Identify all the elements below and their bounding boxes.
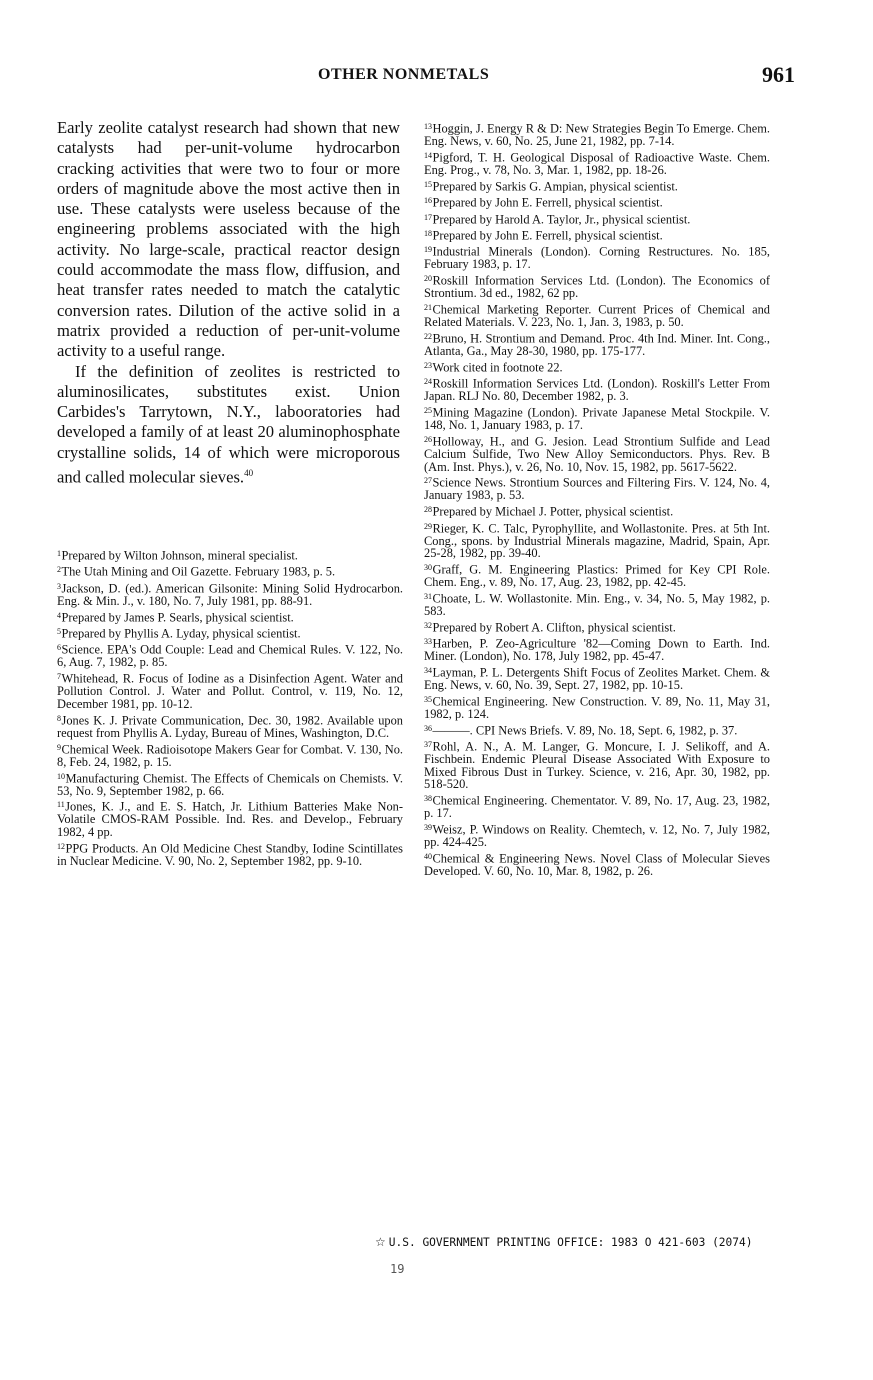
footnote-number: 21 xyxy=(424,303,432,313)
footnote-text: Layman, P. L. Detergents Shift Focus of Zeolites Market. Chem. & Eng. News, v. 60, No. 39, Sept. 27, 1982, pp. 10-15. xyxy=(424,665,770,693)
footnote-11 xyxy=(57,799,403,838)
footnote-number: 14 xyxy=(424,150,432,160)
footnote-text: Prepared by Wilton Johnson, mineral specialist. xyxy=(61,548,298,563)
footnote-25 xyxy=(424,405,770,432)
footnote-text: Pigford, T. H. Geological Disposal of Radioactive Waste. Chem. Eng. Prog., v. 78, No. 3, Mar. 1, 1982, pp. 18-26. xyxy=(424,150,770,177)
footnote-text: Prepared by Michael J. Potter, physical scientist. xyxy=(432,504,674,519)
footnote-text: Industrial Minerals (London). Corning Restructures. No. 185, February 1983, p. 17. xyxy=(424,244,770,272)
footnote-17 xyxy=(424,212,770,226)
footnote-number: 16 xyxy=(424,196,432,206)
footnote-4 xyxy=(57,610,403,624)
footnote-number: 19 xyxy=(424,245,432,255)
footnote-22 xyxy=(424,331,770,358)
footnote-text: Hoggin, J. Energy R & D: New Strategies Begin To Emerge. Chem. Eng. News, v. 60, No. 25, June 21, 1982, pp. 7-14. xyxy=(424,121,770,148)
footnote-number: 38 xyxy=(424,794,432,804)
footnote-number: 18 xyxy=(424,228,432,238)
footnote-text: PPG Products. An Old Medicine Chest Standby, Iodine Scintillates in Nuclear Medicine. V. 90, No. 2, September 1982, pp. 9-10. xyxy=(57,841,403,868)
footnote-35 xyxy=(424,694,770,721)
footnote-number: 4 xyxy=(57,610,61,620)
footnote-16 xyxy=(424,195,770,209)
footnote-5 xyxy=(57,626,403,640)
footnote-37 xyxy=(424,739,770,791)
footnote-number: 35 xyxy=(424,695,432,705)
footnote-23 xyxy=(424,360,770,374)
footnote-3 xyxy=(57,581,403,608)
footnote-number: 10 xyxy=(57,771,65,781)
footnote-18 xyxy=(424,228,770,242)
footnote-31 xyxy=(424,591,770,618)
footnote-39 xyxy=(424,822,770,849)
footnote-text: Chemical & Engineering News. Novel Class of Molecular Sieves Developed. V. 60, No. 10, Mar. 8, 1982, p. 26. xyxy=(424,851,770,879)
footnote-text: Roskill Information Services Ltd. (London). The Economics of Strontium. 3d ed., 1982, 62 pp. xyxy=(424,273,770,301)
footnote-ref-40: 40 xyxy=(244,468,254,479)
footnote-number: 40 xyxy=(424,852,432,862)
footnote-text: Prepared by Sarkis G. Ampian, physical scientist. xyxy=(432,179,678,194)
footnote-text: Harben, P. Zeo-Agriculture '82—Coming Down to Earth. Ind. Miner. (London), No. 178, July 1982, pp. 45-47. xyxy=(424,636,770,664)
footnote-text: Chemical Engineering. Chementator. V. 89, No. 17, Aug. 23, 1982, p. 17. xyxy=(424,793,770,821)
footnote-text: Whitehead, R. Focus of Iodine as a Disinfection Agent. Water and Pollution Control. J. Water and Pollut. Control, v. 119, No. 12, December 1981, pp. 10-12. xyxy=(57,671,403,711)
footnote-number: 26 xyxy=(424,435,432,445)
footnote-number: 2 xyxy=(57,565,61,575)
footnote-number: 30 xyxy=(424,563,432,573)
body-paragraph-2-text: If the definition of zeolites is restricted to aluminosilicates, substitutes exist. Union Carbides's Tarrytown, N.Y., labooratories had developed a family of at least 20 aluminophosphate crystalline solids, 14 of which were microporous and called molecular sieves. xyxy=(57,361,400,487)
footnote-text: Jones K. J. Private Communication, Dec. 30, 1982. Available upon request from Phyllis A. Lyday, Bureau of Mines, Washington, D.C. xyxy=(57,713,403,740)
footnote-text: Chemical Engineering. New Construction. V. 89, No. 11, May 31, 1982, p. 124. xyxy=(424,694,770,722)
footnote-12 xyxy=(57,841,403,868)
footnote-text: The Utah Mining and Oil Gazette. February 1983, p. 5. xyxy=(61,564,336,579)
main-text-column xyxy=(57,118,400,488)
footnote-14 xyxy=(424,150,770,177)
footnote-19 xyxy=(424,244,770,271)
footnote-21 xyxy=(424,302,770,329)
footnote-text: Prepared by James P. Searls, physical scientist. xyxy=(61,610,294,625)
footnote-text: Weisz, P. Windows on Reality. Chemtech, v. 12, No. 7, July 1982, pp. 424-425. xyxy=(424,822,770,850)
footnote-number: 32 xyxy=(424,620,432,630)
footnote-number: 3 xyxy=(57,581,61,591)
printer-mark: 19 xyxy=(390,1262,405,1276)
footnote-33 xyxy=(424,636,770,663)
footnote-number: 27 xyxy=(424,476,432,486)
footnote-text: Rohl, A. N., A. M. Langer, G. Moncure, I. J. Selikoff, and A. Fischbein. Endemic Pleural Disease Associated With Exposure to Mixed Fibrous Dust in Turkey. Science, v. 216, Apr. 30, 1982, pp. 518-520. xyxy=(424,739,770,792)
footnote-text: Bruno, H. Strontium and Demand. Proc. 4th Ind. Miner. Int. Cong., Atlanta, Ga., May 28-30, 1980, pp. 175-177. xyxy=(424,331,770,359)
footnote-26 xyxy=(424,434,770,473)
footnote-30 xyxy=(424,562,770,589)
gpo-imprint-text: U.S. GOVERNMENT PRINTING OFFICE: 1983 O 421-603 (2074) xyxy=(388,1236,753,1249)
page-number: 961 xyxy=(762,62,795,87)
footnote-36 xyxy=(424,723,770,737)
footnote-text: ———. CPI News Briefs. V. 89, No. 18, Sept. 6, 1982, p. 37. xyxy=(432,723,738,738)
footnote-number: 24 xyxy=(424,377,432,387)
footnote-number: 34 xyxy=(424,666,432,676)
footnote-8 xyxy=(57,713,403,740)
running-head-title: OTHER NONMETALS xyxy=(318,66,490,83)
footnote-number: 17 xyxy=(424,212,432,222)
footnote-text: Work cited in footnote 22. xyxy=(432,360,563,375)
footnote-text: Chemical Week. Radioisotope Makers Gear for Combat. V. 130, No. 8, Feb. 24, 1982, p. 15. xyxy=(57,742,403,769)
footnote-number: 8 xyxy=(57,713,61,723)
footnote-number: 12 xyxy=(57,841,65,851)
footnote-40 xyxy=(424,851,770,878)
footnotes-right-column xyxy=(424,121,770,880)
footnote-text: Prepared by Harold A. Taylor, Jr., physical scientist. xyxy=(432,212,691,227)
footnote-number: 39 xyxy=(424,823,432,833)
footnote-27 xyxy=(424,475,770,502)
footnote-number: 29 xyxy=(424,521,432,531)
footnote-20 xyxy=(424,273,770,300)
footnote-text: Prepared by Robert A. Clifton, physical scientist. xyxy=(432,620,676,635)
footnote-6 xyxy=(57,642,403,669)
footnote-text: Rieger, K. C. Talc, Pyrophyllite, and Wollastonite. Pres. at 5th Int. Cong., spons. by Industrial Minerals magazine, Madrid, Spain, Apr. 25-28, 1982, pp. 39-40. xyxy=(424,521,770,561)
footnote-number: 6 xyxy=(57,643,61,653)
footnote-24 xyxy=(424,376,770,403)
footnote-28 xyxy=(424,504,770,518)
footnote-number: 25 xyxy=(424,406,432,416)
footnote-number: 36 xyxy=(424,723,432,733)
footnote-text: Graff, G. M. Engineering Plastics: Primed for Key CPI Role. Chem. Eng., v. 89, No. 17, Aug. 23, 1982, pp. 42-45. xyxy=(424,562,770,590)
footnote-number: 37 xyxy=(424,740,432,750)
footnote-text: Jackson, D. (ed.). American Gilsonite: Mining Solid Hydrocarbon. Eng. & Min. J., v. 180, No. 7, July 1981, pp. 88-91. xyxy=(57,581,403,608)
footnote-number: 11 xyxy=(57,800,65,810)
footnote-text: Chemical Marketing Reporter. Current Prices of Chemical and Related Materials. V. 223, No. 1, Jan. 3, 1983, p. 50. xyxy=(424,302,770,330)
footnote-number: 7 xyxy=(57,672,61,682)
body-paragraph-2 xyxy=(57,362,400,488)
footnote-10 xyxy=(57,771,403,798)
footnote-13 xyxy=(424,121,770,148)
body-paragraph-1: Early zeolite catalyst research had shown that new catalysts had per-unit-volume hydrocarbon cracking activities that were two to four or more orders of magnitude above the most active then in use. These catalysts were useless because of the engineering problems associated with the high activity. No large-scale, practical reactor design could accommodate the mass flow, diffusion, and heat transfer rates needed to match the catalytic conversion rates. Dilution of the active solid in a matrix provided a reduction of per-unit-volume activity to a useful range. xyxy=(57,118,400,361)
footnote-number: 15 xyxy=(424,179,432,189)
footnote-text: Jones, K. J., and E. S. Hatch, Jr. Lithium Batteries Make Non-Volatile CMOS-RAM Possible. Ind. Res. and Develop., February 1982, 4 pp. xyxy=(57,799,403,839)
footnotes-left-column xyxy=(57,548,403,870)
footnote-number: 28 xyxy=(424,505,432,515)
footnote-text: Science. EPA's Odd Couple: Lead and Chemical Rules. V. 122, No. 6, Aug. 7, 1982, p. 85. xyxy=(57,642,403,670)
footnote-number: 23 xyxy=(424,360,432,370)
gpo-imprint xyxy=(375,1235,805,1249)
footnote-number: 5 xyxy=(57,627,61,637)
footnote-text: Manufacturing Chemist. The Effects of Chemicals on Chemists. V. 53, No. 9, September 1982, p. 66. xyxy=(57,771,403,798)
footnote-7 xyxy=(57,671,403,710)
footnote-2 xyxy=(57,564,403,578)
footnote-text: Holloway, H., and G. Jesion. Lead Strontium Sulfide and Lead Calcium Sulfide, Two New Alloy Semiconductors. Phys. Rev. B (Am. Inst. Phys.), v. 26, No. 10, Nov. 15, 1982, pp. 5617-5622. xyxy=(424,434,770,474)
footnote-text: Science News. Strontium Sources and Filtering Firs. V. 124, No. 4, January 1983, p. 53. xyxy=(424,475,770,503)
footnote-9 xyxy=(57,742,403,769)
footnote-15 xyxy=(424,179,770,193)
footnote-38 xyxy=(424,793,770,820)
footnote-text: Choate, L. W. Wollastonite. Min. Eng., v. 34, No. 5, May 1982, p. 583. xyxy=(424,591,770,619)
footnote-number: 33 xyxy=(424,637,432,647)
star-icon: ☆ xyxy=(375,1235,386,1249)
footnote-text: Prepared by John E. Ferrell, physical scientist. xyxy=(432,195,663,210)
footnote-1 xyxy=(57,548,403,562)
footnote-text: Roskill Information Services Ltd. (London). Roskill's Letter From Japan. RLJ No. 80, December 1982, p. 3. xyxy=(424,376,770,404)
footnote-text: Prepared by John E. Ferrell, physical scientist. xyxy=(432,228,663,243)
footnote-29 xyxy=(424,521,770,560)
footnote-number: 13 xyxy=(424,122,432,131)
footnote-number: 1 xyxy=(57,549,61,558)
footnote-text: Prepared by Phyllis A. Lyday, physical scientist. xyxy=(61,626,301,641)
footnote-number: 9 xyxy=(57,742,61,752)
footnote-number: 22 xyxy=(424,332,432,342)
footnote-number: 31 xyxy=(424,592,432,602)
footnote-34 xyxy=(424,665,770,692)
footnote-text: Mining Magazine (London). Private Japanese Metal Stockpile. V. 148, No. 1, January 1983, p. 17. xyxy=(424,405,770,433)
footnote-number: 20 xyxy=(424,274,432,284)
footnote-32 xyxy=(424,620,770,634)
